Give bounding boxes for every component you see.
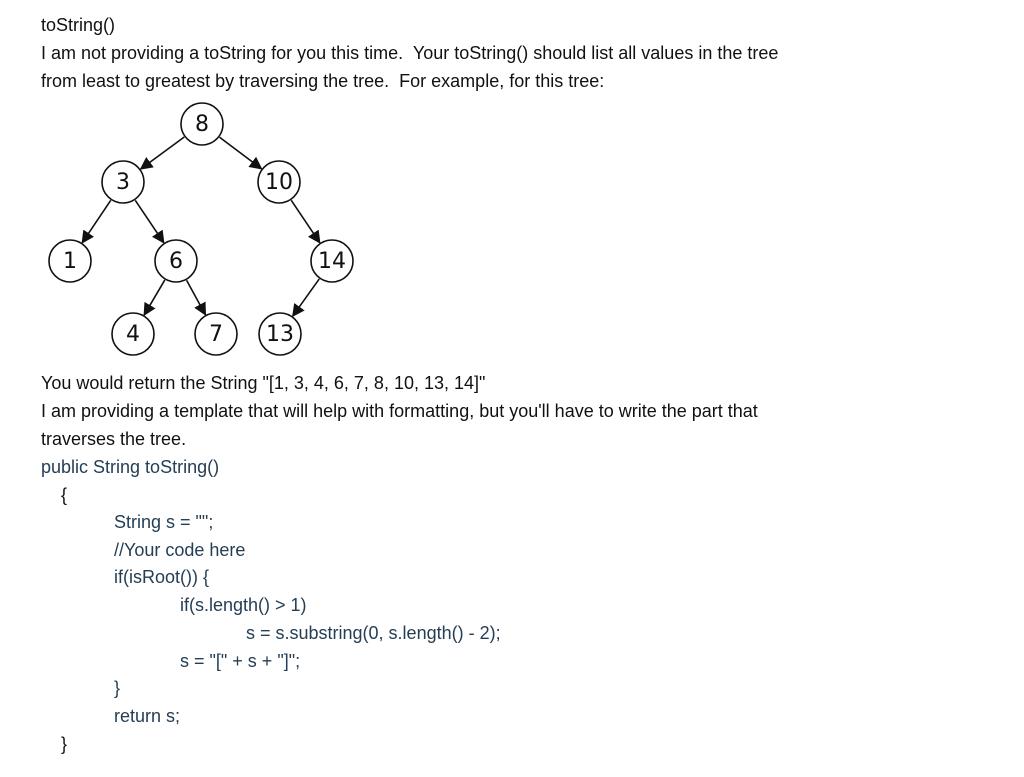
code-declare: String s = ""; — [114, 512, 214, 532]
intro-line-2: from least to greatest by traversing the tree. For example, for this tree: — [41, 71, 605, 91]
code-if-root: if(isRoot()) { — [114, 567, 210, 587]
result-text: You would return the String "[1, 3, 4, 6, 7, 8, 10, 13, 14]" — [41, 373, 486, 393]
intro-line-1: I am not providing a toString for you this time. Your toString() should list all values in the tree — [41, 43, 779, 63]
code-inner-close: } — [114, 678, 121, 698]
code-substring: s = s.substring(0, s.length() - 2); — [246, 623, 501, 643]
tree-edge-3-1 — [82, 200, 110, 242]
tree-node-label: 8 — [195, 112, 209, 137]
code-open-brace: { — [61, 485, 68, 505]
tree-node-8 — [181, 103, 223, 145]
tree-node-4 — [112, 313, 154, 355]
tree-node-1 — [49, 240, 91, 282]
binary-tree-diagram — [0, 0, 400, 360]
code-wrap: s = "[" + s + "]"; — [180, 651, 301, 671]
tree-edge-8-3 — [141, 137, 185, 169]
tree-node-label: 6 — [169, 249, 183, 274]
tree-node-14 — [311, 240, 353, 282]
heading: toString() — [41, 15, 116, 35]
template-note-line-2: traverses the tree. — [41, 429, 187, 449]
tree-edge-6-7 — [187, 280, 206, 314]
tree-edge-6-4 — [144, 280, 165, 315]
tree-node-3 — [102, 161, 144, 203]
code-if-length: if(s.length() > 1) — [180, 595, 307, 615]
code-signature: public String toString() — [41, 457, 220, 477]
tree-node-label: 1 — [63, 249, 77, 274]
template-note-line-1: I am providing a template that will help with formatting, but you'll have to write the part that — [41, 401, 758, 421]
tree-node-13 — [259, 313, 301, 355]
tree-node-7 — [195, 313, 237, 355]
tree-edge-3-6 — [135, 200, 163, 242]
tree-node-label: 14 — [318, 249, 346, 274]
tree-node-6 — [155, 240, 197, 282]
code-comment: //Your code here — [114, 540, 246, 560]
tree-node-label: 4 — [126, 322, 140, 347]
tree-edge-14-13 — [293, 279, 319, 316]
tree-node-label: 13 — [266, 322, 294, 347]
tree-edge-8-10 — [220, 137, 262, 169]
tree-node-label: 3 — [116, 170, 130, 195]
tree-node-label: 10 — [265, 170, 293, 195]
code-close-brace: } — [61, 734, 68, 754]
tree-node-label: 7 — [209, 322, 223, 347]
tree-edge-10-14 — [291, 200, 319, 242]
tree-node-10 — [258, 161, 300, 203]
code-return: return s; — [114, 706, 181, 726]
